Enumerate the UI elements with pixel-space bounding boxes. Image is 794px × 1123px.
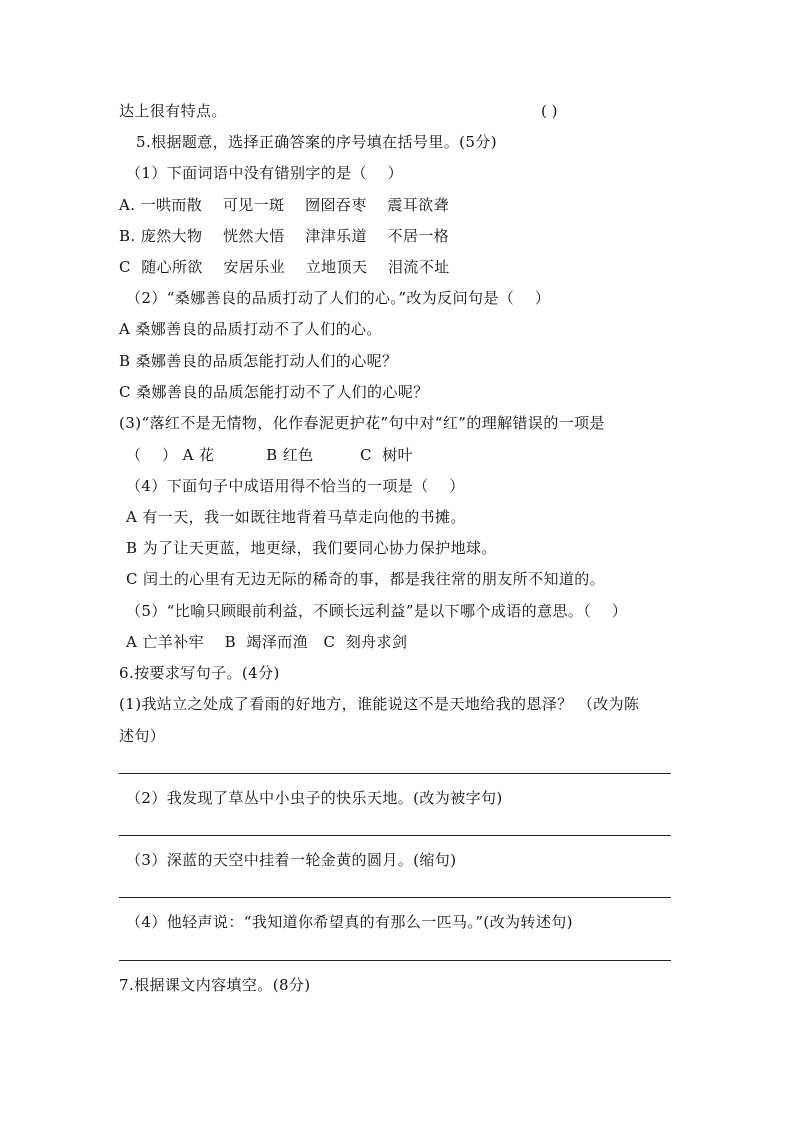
q5-4-stem: （4）下面句子中成语用得不恰当的一项是（ ）: [126, 477, 465, 495]
continued-answer-line: 达上很有特点。: [119, 102, 227, 120]
q6-4-stem: （4）他轻声说：“我知道你希望真的有那么一匹马。”(改为转述句): [126, 913, 573, 931]
q5-4-option-b: B 为了让天更蓝，地更绿，我们要同心协力保护地球。: [126, 539, 497, 557]
q5-5-options: A 亡羊补牢 B 竭泽而渔 C 刻舟求剑: [126, 633, 408, 651]
q6-1-answer-line[interactable]: [119, 773, 671, 774]
q6-1-line2: 述句）: [119, 727, 166, 745]
q5-5-stem: （5）“比喻只顾眼前利益，不顾长远利益”是以下哪个成语的意思。（ ）: [126, 602, 628, 620]
question-6-title: 6.按要求写句子。(4分): [119, 664, 280, 682]
q5-3-options: （ ） A 花 B 红色 C 树叶: [126, 446, 414, 464]
q6-1-line1: (1)我站立之处成了看雨的好地方，谁能说这不是天地给我的恩泽？ （改为陈: [119, 695, 640, 713]
q5-4-option-c: C 闰土的心里有无边无际的稀奇的事，都是我往常的朋友所不知道的。: [126, 570, 606, 588]
q5-2-option-c: C 桑娜善良的品质怎能打动不了人们的心呢？: [119, 383, 429, 401]
q5-1-stem: （1）下面词语中没有错别字的是（ ）: [126, 164, 404, 182]
question-5-title: 5.根据题意，选择正确答案的序号填在括号里。(5分): [136, 133, 497, 151]
q5-4-option-a: A 有一天，我一如既往地背着马草走向他的书摊。: [126, 508, 466, 526]
q6-2-answer-line[interactable]: [119, 835, 671, 836]
q5-2-option-b: B 桑娜善良的品质怎能打动人们的心呢？: [119, 352, 398, 370]
q5-1-option-a: A. 一哄而散 可见一斑 囫囵吞枣 震耳欲聋: [119, 196, 449, 214]
q5-1-option-c: C 随心所欲 安居乐业 立地顶天 泪流不址: [119, 258, 450, 276]
q5-2-option-a: A 桑娜善良的品质打动不了人们的心。: [119, 320, 382, 338]
q6-3-answer-line[interactable]: [119, 897, 671, 898]
answer-parentheses[interactable]: ( ): [541, 102, 558, 120]
q6-4-answer-line[interactable]: [119, 960, 671, 961]
question-7-title: 7.根据课文内容填空。(8分): [119, 976, 311, 994]
q6-2-stem: （2）我发现了草丛中小虫子的快乐天地。(改为被字句): [126, 789, 503, 807]
q5-3-stem: (3)“落红不是无情物，化作春泥更护花”句中对“红”的理解错误的一项是: [119, 414, 605, 432]
q6-3-stem: （3）深蓝的天空中挂着一轮金黄的圆月。(缩句): [126, 851, 457, 869]
q5-1-option-b: B. 庞然大物 恍然大悟 津津乐道 不居一格: [119, 227, 450, 245]
q5-2-stem: （2）“桑娜善良的品质打动了人们的心。”改为反问句是（ ）: [126, 289, 551, 307]
